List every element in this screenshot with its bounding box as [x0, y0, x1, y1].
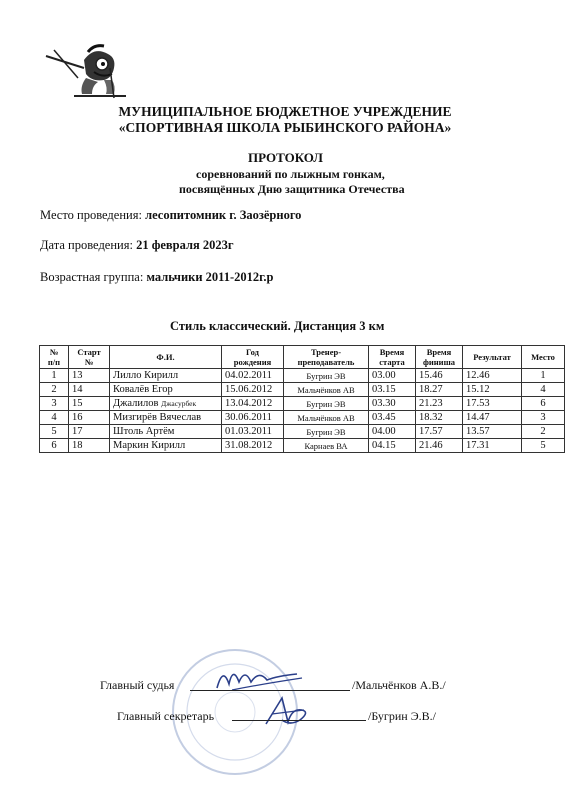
cell-coach: Бугрин ЭВ: [284, 397, 369, 411]
cell-num: 4: [40, 411, 69, 425]
cell-birth-year: 13.04.2012: [222, 397, 284, 411]
protocol-subtitle-line2: посвящённых Дню защитника Отечества: [179, 182, 405, 196]
secretary-signature: [262, 694, 322, 730]
header-place: Место: [522, 346, 565, 369]
age-group-value: мальчики 2011-2012г.р: [146, 270, 274, 284]
table-row: [40, 383, 565, 397]
cell-finish-time: 17.57: [416, 425, 463, 439]
chief-secretary-name: /Бугрин Э.В./: [368, 709, 436, 723]
header-start-time: Время старта: [369, 346, 416, 369]
cell-name: Мизгирёв Вячеслав: [110, 411, 222, 425]
cell-num: 1: [40, 369, 69, 383]
cell-name: Штоль Артём: [110, 425, 222, 439]
cell-place: 3: [522, 411, 565, 425]
results-table: [39, 345, 565, 453]
cell-bib: 13: [69, 369, 110, 383]
cell-place: 2: [522, 425, 565, 439]
cell-bib: 17: [69, 425, 110, 439]
cell-birth-year: 04.02.2011: [222, 369, 284, 383]
cell-birth-year: 01.03.2011: [222, 425, 284, 439]
cell-birth-year: 30.06.2011: [222, 411, 284, 425]
cell-finish-time: 15.46: [416, 369, 463, 383]
table-row: [40, 411, 565, 425]
header-finish-time: Время финиша: [416, 346, 463, 369]
cell-coach: Бугрин ЭВ: [284, 425, 369, 439]
cell-place: 6: [522, 397, 565, 411]
cell-name: Маркин Кирилл: [110, 439, 222, 453]
cell-result: 12.46: [463, 369, 522, 383]
race-style-heading: Стиль классический. Дистанция 3 км: [170, 319, 385, 333]
cell-name: Ковалёв Егор: [110, 383, 222, 397]
cell-result: 17.31: [463, 439, 522, 453]
secretary-signature-line: [232, 720, 366, 721]
judge-signature-line: [190, 690, 350, 691]
table-row: [40, 439, 565, 453]
organization-name-line2: «СПОРТИВНАЯ ШКОЛА РЫБИНСКОГО РАЙОНА»: [118, 120, 452, 135]
cell-start-time: 03.15: [369, 383, 416, 397]
cell-coach: Мальчёнков АВ: [284, 383, 369, 397]
cell-result: 17.53: [463, 397, 522, 411]
cell-num: 3: [40, 397, 69, 411]
protocol-title: ПРОТОКОЛ: [248, 150, 323, 165]
chief-judge-name: /Мальчёнков А.В./: [352, 678, 446, 692]
cell-finish-time: 21.23: [416, 397, 463, 411]
cell-num: 5: [40, 425, 69, 439]
organization-name-line1: МУНИЦИПАЛЬНОЕ БЮДЖЕТНОЕ УЧРЕЖДЕНИЕ: [118, 104, 452, 119]
cell-num: 2: [40, 383, 69, 397]
header-birth-year: Год рождения: [222, 346, 284, 369]
date-field: [40, 238, 234, 253]
cell-bib: 15: [69, 397, 110, 411]
cell-result: 15.12: [463, 383, 522, 397]
cell-start-time: 03.00: [369, 369, 416, 383]
header-name: Ф.И.: [110, 346, 222, 369]
results-header-row: [40, 346, 565, 369]
venue-value: лесопитомник г. Заозёрного: [145, 208, 302, 222]
date-value: 21 февраля 2023г: [136, 238, 234, 252]
cell-start-time: 03.30: [369, 397, 416, 411]
header-coach: Тренер- преподаватель: [284, 346, 369, 369]
cell-place: 5: [522, 439, 565, 453]
cell-start-time: 04.00: [369, 425, 416, 439]
chief-secretary-label: Главный секретарь: [117, 709, 215, 723]
cell-coach: Мальчёнков АВ: [284, 411, 369, 425]
cell-birth-year: 31.08.2012: [222, 439, 284, 453]
cell-start-time: 03.45: [369, 411, 416, 425]
cell-result: 13.57: [463, 425, 522, 439]
cell-finish-time: 18.32: [416, 411, 463, 425]
cell-finish-time: 18.27: [416, 383, 463, 397]
cell-name: Джалилов Джасурбек: [110, 397, 222, 411]
chief-judge-label: Главный судья: [100, 678, 175, 692]
cell-finish-time: 21.46: [416, 439, 463, 453]
header-result: Результат: [463, 346, 522, 369]
header-bib: Старт №: [69, 346, 110, 369]
venue-field: [40, 208, 301, 223]
cell-bib: 18: [69, 439, 110, 453]
venue-label: Место проведения:: [40, 208, 142, 222]
cell-name: Лилло Кирилл: [110, 369, 222, 383]
date-label: Дата проведения:: [40, 238, 133, 252]
cell-name-extra: Джасурбек: [161, 398, 197, 408]
table-row: [40, 425, 565, 439]
age-group-field: [40, 270, 274, 285]
cell-num: 6: [40, 439, 69, 453]
cell-place: 4: [522, 383, 565, 397]
age-group-label: Возрастная группа:: [40, 270, 144, 284]
table-row: [40, 397, 565, 411]
header-num: № п/п: [40, 346, 69, 369]
cell-place: 1: [522, 369, 565, 383]
cell-bib: 16: [69, 411, 110, 425]
cell-birth-year: 15.06.2012: [222, 383, 284, 397]
cell-result: 14.47: [463, 411, 522, 425]
cell-coach: Бугрин ЭВ: [284, 369, 369, 383]
cell-coach: Карнаев ВА: [284, 439, 369, 453]
skier-logo-icon: [44, 38, 128, 100]
table-row: [40, 369, 565, 383]
cell-bib: 14: [69, 383, 110, 397]
cell-start-time: 04.15: [369, 439, 416, 453]
protocol-subtitle-line1: соревнований по лыжным гонкам,: [196, 167, 385, 181]
